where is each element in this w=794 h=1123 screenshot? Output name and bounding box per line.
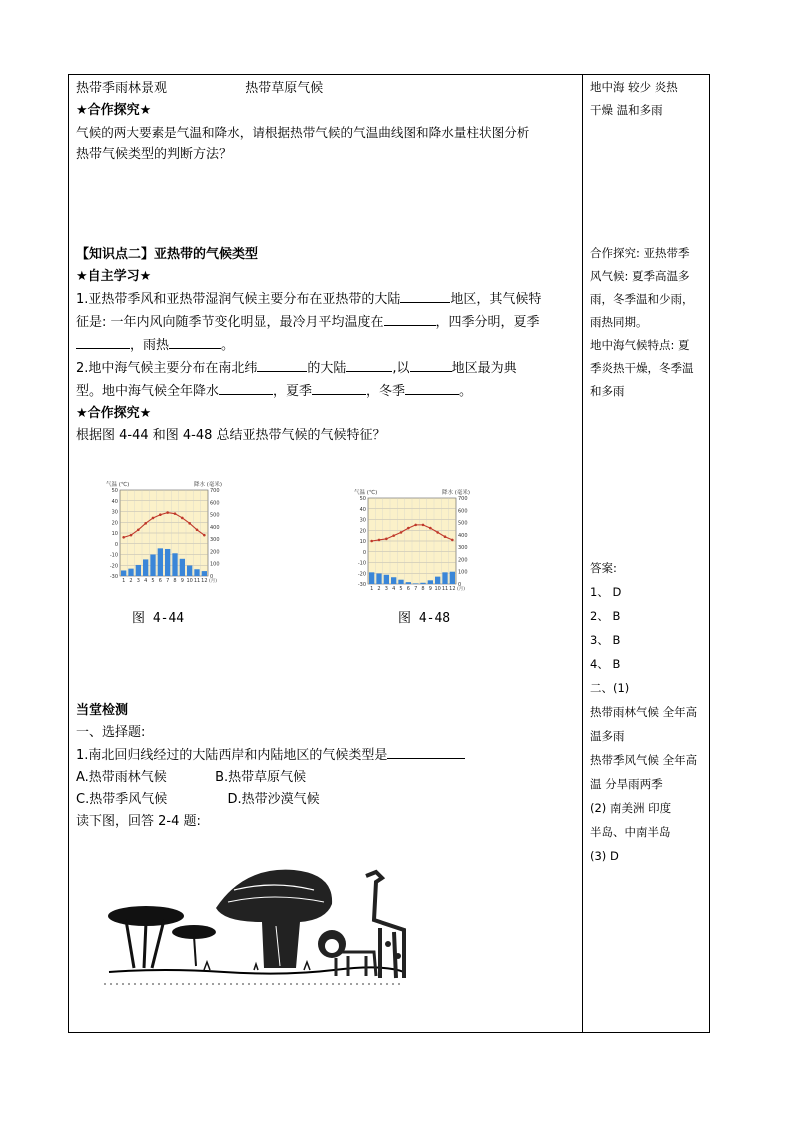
temp-tick-label: 40 (359, 506, 366, 513)
temp-point (400, 531, 403, 534)
q2-text-c: ,以 (392, 361, 410, 376)
temp-point (378, 539, 381, 542)
blank-q2-2[interactable] (346, 357, 392, 372)
month-tick-label: 3 (384, 586, 388, 592)
temp-tick-label: -10 (357, 560, 366, 567)
side-a8: 热带季风气候 全年高 (590, 753, 698, 767)
precip-axis-label: 降水 (毫米) (193, 482, 222, 488)
test-block (76, 700, 576, 833)
precip-tick-label: 400 (458, 532, 468, 539)
coop-text-2: 根据图 4-44 和图 4-48 总结亚热带气候的气候特征？ (76, 428, 386, 443)
temp-point (159, 513, 162, 516)
month-unit-label: (月) (457, 587, 466, 592)
side-a4: 4、 B (590, 657, 621, 671)
precip-bar (398, 580, 403, 584)
month-tick-label: 12 (201, 578, 208, 584)
temp-axis-label: 气温 (℃) (106, 482, 130, 488)
blank-q1-3[interactable] (76, 334, 130, 349)
q2-line1 (76, 357, 576, 380)
read-figure-prompt: 读下图，回答 2-4 题: (76, 814, 201, 829)
t1-text: 1.南北回归线经过的大陆西岸和内陆地区的气候类型是 (76, 748, 388, 763)
precip-bar (202, 571, 207, 576)
temp-point (152, 517, 155, 520)
precip-bar (136, 565, 141, 576)
temp-point (414, 524, 417, 527)
side-s3: 合作探究: 亚热带季 (590, 246, 690, 260)
blank-q2-5[interactable] (312, 380, 366, 395)
fig-caption-4-48: 图 4-48 (398, 611, 451, 626)
month-tick-label: 8 (173, 578, 177, 584)
side-a3: 3、 B (590, 633, 621, 647)
blank-q2-3[interactable] (410, 357, 452, 372)
month-tick-label: 8 (421, 586, 425, 592)
temp-tick-label: 30 (111, 509, 118, 516)
month-tick-label: 4 (392, 586, 396, 592)
q1-line3 (76, 334, 576, 357)
blank-t1[interactable] (387, 744, 465, 759)
q2-text-b: 的大陆 (307, 361, 347, 376)
month-tick-label: 9 (428, 586, 432, 592)
precip-tick-label: 300 (210, 537, 220, 544)
label-tropical-monsoon-forest: 热带季雨林景观 (76, 81, 168, 96)
side-answers (590, 556, 708, 868)
q2-line2 (76, 380, 576, 403)
side-s5: 雨，冬季温和少雨， (590, 292, 694, 306)
option-a: A.热带雨林气候 (76, 770, 167, 785)
temp-point (385, 538, 388, 541)
month-tick-label: 2 (377, 586, 381, 592)
q1-text-b: 地区，其气候特 (450, 292, 542, 307)
side-s7: 地中海气候特点: 夏 (590, 338, 690, 352)
precip-tick-label: 500 (210, 512, 220, 519)
side-s6: 雨热同期。 (590, 315, 648, 329)
temp-point (122, 536, 125, 539)
self-study-title: ★自主学习★ (76, 269, 152, 284)
month-tick-label: 4 (144, 578, 148, 584)
month-tick-label: 2 (129, 578, 133, 584)
temp-tick-label: 20 (359, 528, 366, 535)
month-tick-label: 7 (414, 586, 418, 592)
blank-q1-2[interactable] (384, 311, 436, 326)
temp-point (429, 527, 432, 530)
precip-bar (121, 570, 126, 576)
precip-tick-label: 0 (210, 574, 214, 580)
precip-bar (376, 574, 381, 584)
temp-point (166, 511, 169, 514)
month-tick-label: 1 (122, 578, 126, 584)
temp-tick-label: 40 (111, 498, 118, 505)
column-divider (582, 74, 583, 1033)
precip-bar (158, 548, 163, 576)
q1-line1 (76, 288, 576, 311)
precip-bar (391, 577, 396, 584)
side-a7: 温多雨 (590, 729, 625, 743)
kp2-block (76, 244, 576, 447)
precip-bar (165, 549, 170, 576)
side-a2: 2、 B (590, 609, 621, 623)
precip-bar (406, 582, 411, 584)
precip-tick-label: 600 (210, 500, 220, 507)
temp-point (188, 522, 191, 525)
temp-tick-label: 20 (111, 520, 118, 527)
temp-point (203, 534, 206, 537)
precip-tick-label: 600 (458, 508, 468, 515)
option-b: B.热带草原气候 (215, 770, 307, 785)
temp-tick-label: -20 (109, 563, 118, 570)
blank-q2-1[interactable] (257, 357, 307, 372)
temp-point (422, 524, 425, 527)
precip-bar (369, 572, 374, 584)
q2-text-e: 型。地中海气候全年降水 (76, 384, 220, 399)
q2-text-d: 地区最为典 (451, 361, 517, 376)
temp-axis-label: 气温 (℃) (354, 490, 378, 496)
t1-options-cd (76, 789, 576, 811)
q1-line2 (76, 311, 576, 334)
precip-tick-label: 0 (458, 582, 462, 588)
temp-tick-label: 0 (362, 549, 366, 556)
month-tick-label: 10 (434, 586, 441, 592)
side-a6: 热带雨林气候 全年高 (590, 705, 698, 719)
side-notes-1 (590, 76, 708, 122)
precip-tick-label: 200 (210, 549, 220, 556)
temp-point (444, 535, 447, 538)
precip-tick-label: 400 (210, 524, 220, 531)
month-tick-label: 12 (449, 586, 456, 592)
temp-tick-label: -30 (109, 574, 118, 580)
precip-bar (435, 577, 440, 584)
q1-text-f: 。 (221, 338, 235, 353)
q1-text-e: ，雨热 (130, 338, 170, 353)
precip-bar (172, 553, 177, 576)
option-d: D.热带沙漠气候 (227, 792, 320, 807)
temp-point (451, 539, 454, 542)
precip-bar (194, 569, 199, 576)
side-s2: 干燥 温和多雨 (590, 103, 663, 117)
month-tick-label: 7 (166, 578, 170, 584)
precip-bar (428, 580, 433, 584)
month-tick-label: 11 (441, 586, 449, 592)
precip-tick-label: 200 (458, 557, 468, 564)
precip-bar (180, 559, 185, 576)
t1-options-ab (76, 767, 576, 789)
precip-bar (128, 569, 133, 576)
kp2-title: 【知识点二】亚热带的气候类型 (76, 247, 259, 262)
temp-tick-label: 10 (111, 531, 118, 537)
precip-bar (143, 559, 148, 576)
side-a5: 二、(1) (590, 681, 630, 695)
precip-bar (384, 575, 389, 584)
month-tick-label: 3 (136, 578, 140, 584)
temp-point (436, 531, 439, 534)
temp-point (181, 517, 184, 520)
blank-q2-6[interactable] (405, 380, 459, 395)
month-tick-label: 1 (370, 586, 374, 592)
month-tick-label: 10 (186, 578, 193, 584)
q1-text-a: 1.亚热带季风和亚热带湿润气候主要分布在亚热带的大陆 (76, 292, 401, 307)
temp-tick-label: -20 (357, 571, 366, 578)
temp-tick-label: -30 (357, 582, 366, 588)
q2-text-a: 2.地中海气候主要分布在南北纬 (76, 361, 258, 376)
side-s4: 风气候: 夏季高温多 (590, 269, 690, 283)
coop-title-2: ★合作探究★ (76, 406, 152, 421)
main-column (76, 78, 576, 166)
temp-tick-label: 30 (359, 517, 366, 524)
temp-point (392, 534, 395, 537)
precip-tick-label: 500 (458, 520, 468, 527)
month-tick-label: 11 (193, 578, 201, 584)
coop-text-1a: 气候的两大要素是气温和降水，请根据热带气候的气温曲线图和降水量柱状图分析 (76, 125, 530, 140)
side-s1: 地中海 较少 炎热 (590, 80, 678, 94)
temp-tick-label: 50 (359, 496, 366, 502)
temp-tick-label: 0 (114, 541, 118, 548)
q1-text-d: ，四季分明，夏季 (435, 315, 540, 330)
precip-tick-label: 100 (210, 561, 220, 568)
temp-tick-label: -10 (109, 552, 118, 559)
month-tick-label: 9 (180, 578, 184, 584)
precip-bar (413, 583, 418, 584)
precip-tick-label: 100 (458, 569, 468, 576)
side-s8: 季炎热干燥，冬季温 (590, 361, 694, 375)
blank-q1-4[interactable] (169, 334, 221, 349)
temp-point (144, 522, 147, 525)
savanna-illustration (104, 860, 414, 990)
month-tick-label: 6 (406, 586, 410, 592)
side-s9: 和多雨 (590, 384, 625, 398)
option-c: C.热带季风气候 (76, 792, 168, 807)
climate-chart-4-44 (104, 478, 224, 586)
blank-q2-4[interactable] (219, 380, 273, 395)
precip-bar (187, 566, 192, 576)
precip-bar (150, 555, 155, 577)
temp-point (137, 528, 140, 531)
precip-tick-label: 700 (210, 488, 220, 494)
sec1-title: 一、选择题: (76, 725, 146, 740)
month-unit-label: (月) (209, 579, 218, 584)
precip-bar (420, 583, 425, 584)
row1 (76, 78, 576, 100)
side-a9: 温 分旱雨两季 (590, 777, 663, 791)
fig-caption-4-44: 图 4-44 (132, 611, 185, 626)
side-a1: 1、 D (590, 585, 622, 599)
label-savanna-climate: 热带草原气候 (245, 81, 324, 96)
climate-chart-4-48 (352, 486, 472, 594)
precip-bar (442, 572, 447, 584)
blank-q1-1[interactable] (400, 288, 450, 303)
temp-point (174, 512, 177, 515)
precip-tick-label: 300 (458, 545, 468, 552)
month-tick-label: 5 (399, 586, 403, 592)
precip-tick-label: 700 (458, 496, 468, 502)
coop-title-1: ★合作探究★ (76, 103, 152, 118)
temp-point (407, 527, 410, 530)
q2-text-f: ，夏季 (273, 384, 313, 399)
temp-point (130, 534, 133, 537)
precip-axis-label: 降水 (毫米) (441, 490, 470, 496)
q1-text-c: 征是: 一年内风向随季节变化明显，最冷月平均温度在 (76, 315, 384, 330)
t1-question (76, 744, 576, 767)
precip-bar (450, 572, 455, 584)
side-ans-title: 答案: (590, 561, 617, 575)
test-title: 当堂检测 (76, 703, 129, 718)
side-a12: (3) D (590, 849, 619, 863)
month-tick-label: 5 (151, 578, 155, 584)
side-a11: 半岛、中南半岛 (590, 825, 671, 839)
temp-point (196, 528, 199, 531)
temp-tick-label: 10 (359, 539, 366, 545)
month-tick-label: 6 (158, 578, 162, 584)
q2-text-g: ，冬季 (366, 384, 406, 399)
side-notes-2 (590, 242, 708, 403)
side-a10: (2) 南美洲 印度 (590, 801, 672, 815)
temp-point (370, 540, 373, 543)
temp-tick-label: 50 (111, 488, 118, 494)
coop-text-1b: 热带气候类型的判断方法？ (76, 147, 233, 162)
q2-text-h: 。 (459, 384, 473, 399)
